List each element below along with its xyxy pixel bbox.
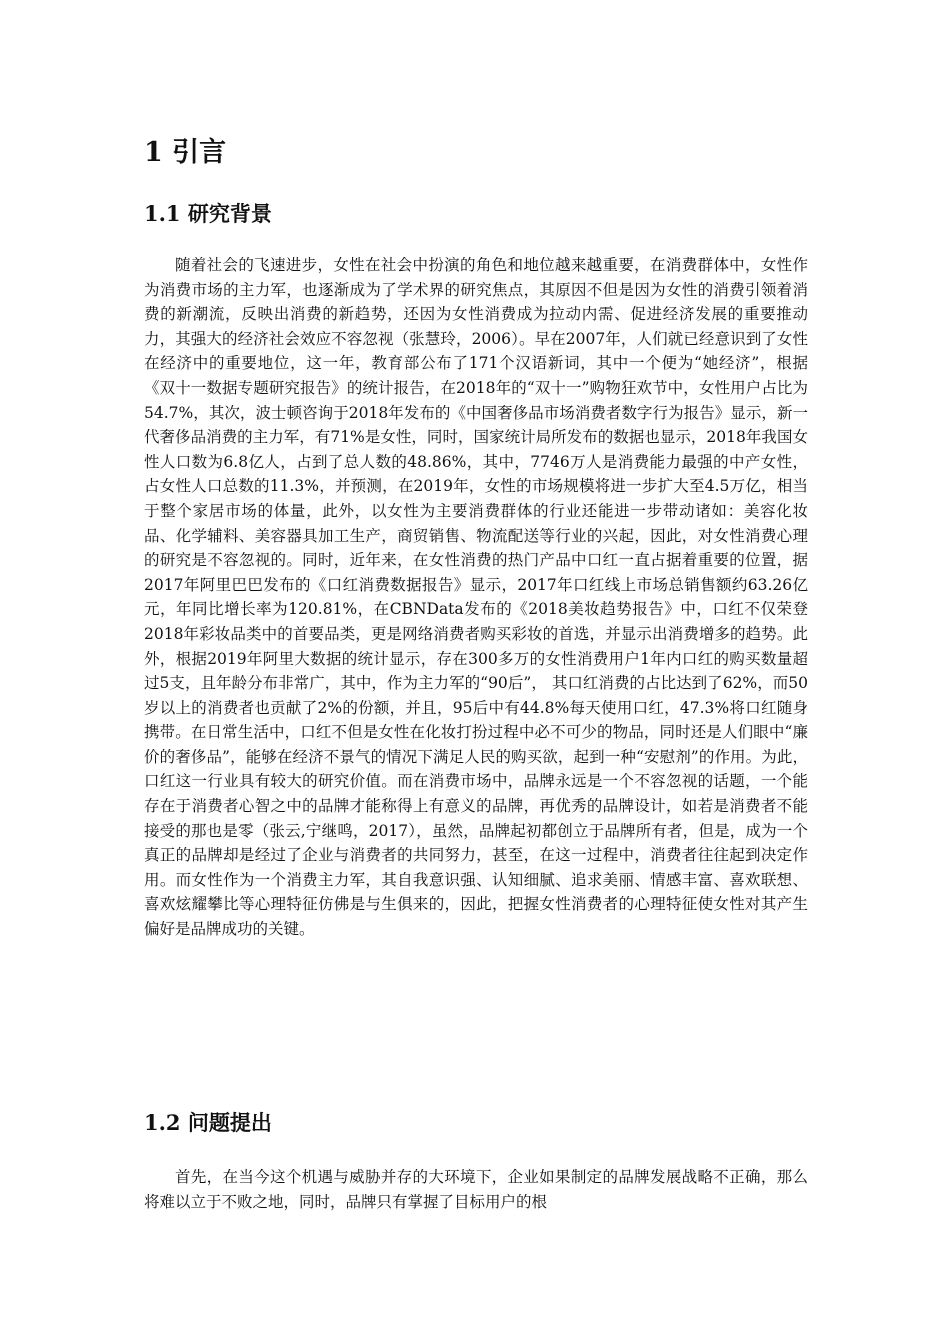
section-heading-problem: 1.2 问题提出	[144, 1110, 272, 1135]
section-paragraph-background: 随着社会的飞速进步，女性在社会中扮演的角色和地位越来越重要，在消费群体中，女性作为消费市场的主力军，也逐渐成为了学术界的研究焦点，其原因不但是因为女性的消费引领着消费的新潮流，反映出消费的新趋势，还因为女性消费成为拉动内需、促进经济发展的重要推动力，其强大的经济社会效应不容忽视（张慧玲，2006）。早在2007年，人们就已经意识到了女性在经济中的重要地位，这一年，教育部公布了171个汉语新词，其中一个便为“她经济”，根据《双十一数据专题研究报告》的统计报告，在2018年的“双十一”购物狂欢节中，女性用户占比为54.7%，其次，波士顿咨询于2018年发布的《中国奢侈品市场消费者数字行为报告》显示，新一代奢侈品消费的主力军，有71%是女性，同时，国家统计局所发布的数据也显示，2018年我国女性人口数为6.8亿人，占到了总人数的48.86%，其中，7746万人是消费能力最强的中产女性，占女性人口总数的11.3%，并预测，在2019年，女性的市场规模将进一步扩大至4.5万亿，相当于整个家居市场的体量，此外，以女性为主要消费群体的行业还能进一步带动诸如：美容化妆品、化学辅料、美容器具加工生产，商贸销售、物流配送等行业的兴起，因此，对女性消费心理的研究是不容忽视的。同时，近年来，在女性消费的热门产品中口红一直占据着重要的位置，据2017年阿里巴巴发布的《口红消费数据报告》显示，2017年口红线上市场总销售额约63.26亿元，年同比增长率为120.81%，在CBNData发布的《2018美妆趋势报告》中，口红不仅荣登2018年彩妆品类中的首要品类，更是网络消费者购买彩妆的首选，并显示出消费增多的趋势。此外，根据2019年阿里大数据的统计显示，存在300多万的女性消费用户1年内口红的购买数量超过5支，且年龄分布非常广，其中，作为主力军的“90后”， 其口红消费的占比达到了62%，而50岁以上的消费者也贡献了2%的份额，并且，95后中有44.8%每天使用口红，47.3%将口红随身携带。在日常生活中，口红不但是女性在化妆打扮过程中必不可少的物品，同时还是人们眼中“廉价的奢侈品”，能够在经济不景气的情况下满足人民的购买欲，起到一种“安慰剂”的作用。为此，口红这一行业具有较大的研究价值。而在消费市场中，品牌永远是一个不容忽视的话题，一个能存在于消费者心智之中的品牌才能称得上有意义的品牌，再优秀的品牌设计，如若是消费者不能接受的那也是零（张云,宁继鸣，2017），虽然，品牌起初都创立于品牌所有者，但是，成为一个真正的品牌却是经过了企业与消费者的共同努力，甚至，在这一过程中，消费者往往起到决定作用。而女性作为一个消费主力军，其自我意识强、认知细腻、追求美丽、情感丰富、喜欢联想、喜欢炫耀攀比等心理特征仿佛是与生俱来的，因此，把握女性消费者的心理特征使女性对其产生偏好是品牌成功的关键。	[144, 256, 808, 939]
section-heading-background: 1.1 研究背景	[144, 201, 272, 226]
chapter-title: 1 引言	[144, 137, 227, 168]
section-paragraph-problem: 首先，在当今这个机遇与威胁并存的大环境下，企业如果制定的品牌发展战略不正确，那么将难以立于不败之地，同时，品牌只有掌握了目标用户的根	[144, 1168, 808, 1211]
